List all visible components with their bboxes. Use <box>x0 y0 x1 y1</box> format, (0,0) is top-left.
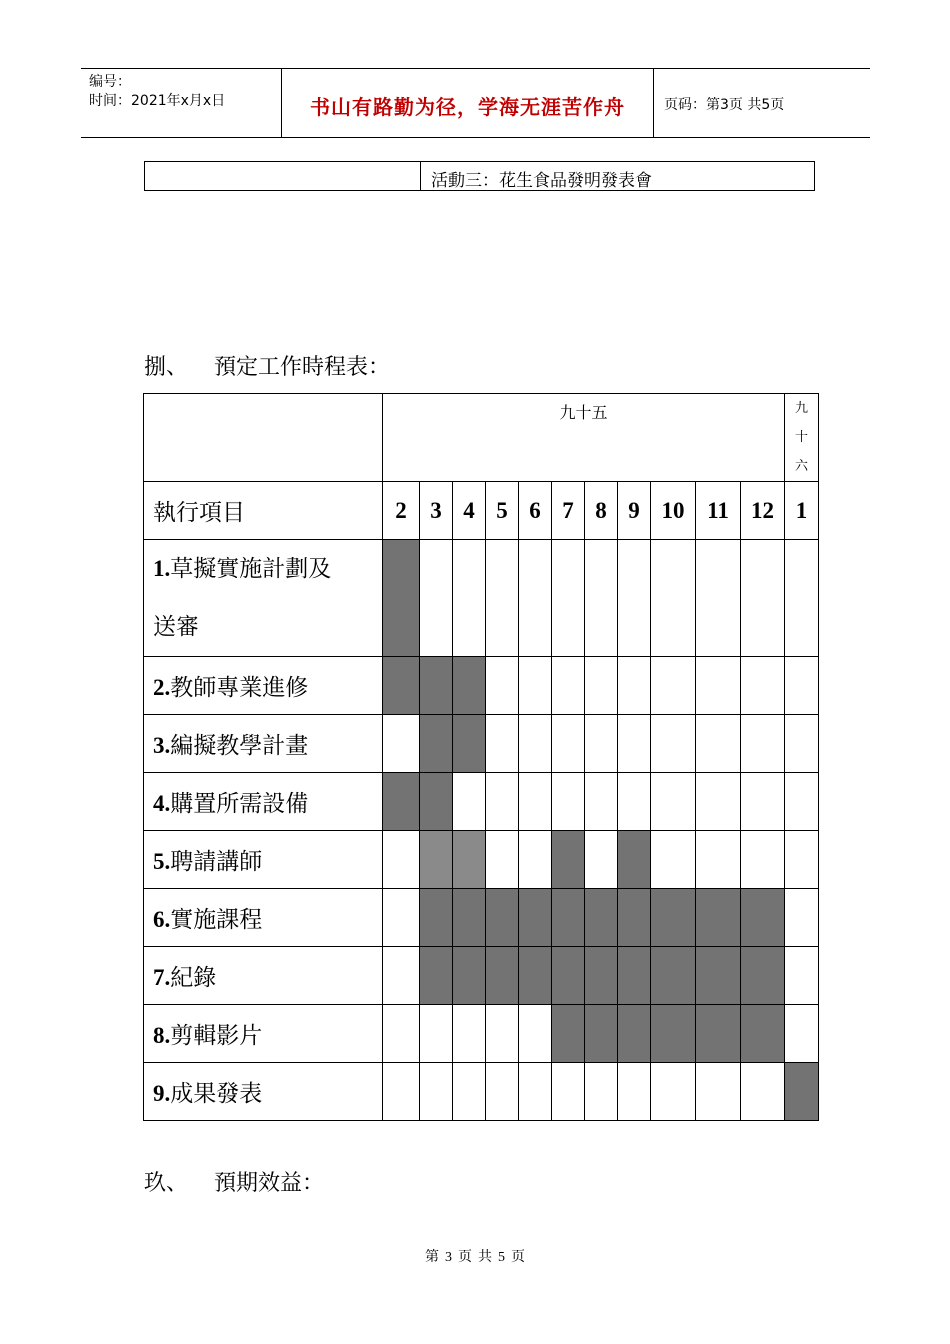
schedule-row <box>144 1005 819 1063</box>
schedule-cell-filled <box>420 773 453 831</box>
schedule-row <box>144 831 819 889</box>
section-number: 捌、 <box>144 355 189 380</box>
task-text: 編擬教學計畫 <box>170 733 309 759</box>
schedule-row <box>144 773 819 831</box>
header-page-info: 页码：第3页 共5页 <box>664 97 785 113</box>
task-text: 成果發表 <box>170 1081 263 1107</box>
serial-label: 编号： <box>89 74 131 90</box>
schedule-cell-filled <box>420 657 453 715</box>
schedule-row <box>144 1063 819 1121</box>
task-number: 1. <box>153 556 171 581</box>
month-header: 10 <box>651 482 696 540</box>
task-text: 紀錄 <box>170 965 217 991</box>
task-number: 2. <box>153 675 171 700</box>
schedule-cell-filled <box>585 889 618 947</box>
schedule-cell <box>651 773 696 831</box>
schedule-cell-filled <box>552 947 585 1005</box>
schedule-cell-filled <box>696 947 741 1005</box>
schedule-row <box>144 657 819 715</box>
schedule-cell <box>453 540 486 657</box>
footer-text: 页 <box>458 1250 472 1265</box>
schedule-cell-filled <box>453 947 486 1005</box>
schedule-cell-filled <box>453 889 486 947</box>
page-header <box>81 68 870 138</box>
task-label <box>144 715 383 773</box>
corner-cell <box>144 394 383 482</box>
schedule-cell-filled <box>618 831 651 889</box>
schedule-cell <box>383 947 420 1005</box>
schedule-cell <box>585 540 618 657</box>
schedule-cell-filled <box>519 889 552 947</box>
task-label <box>144 1005 383 1063</box>
task-label <box>144 657 383 715</box>
schedule-cell-filled <box>486 947 519 1005</box>
schedule-cell <box>420 1063 453 1121</box>
schedule-cell <box>651 1063 696 1121</box>
section-heading-9 <box>144 1166 324 1197</box>
footer-text: 共 <box>478 1250 492 1265</box>
month-header: 2 <box>383 482 420 540</box>
schedule-cell <box>519 1005 552 1063</box>
schedule-cell <box>741 657 785 715</box>
schedule-cell <box>785 1005 819 1063</box>
schedule-cell-filled <box>618 947 651 1005</box>
schedule-cell <box>585 657 618 715</box>
schedule-cell <box>741 540 785 657</box>
schedule-cell <box>420 540 453 657</box>
schedule-cell <box>696 1063 741 1121</box>
task-number: 7. <box>153 965 171 990</box>
month-header-row <box>144 482 819 540</box>
schedule-cell-filled <box>651 889 696 947</box>
schedule-row <box>144 715 819 773</box>
task-text: 剪輯影片 <box>170 1023 263 1049</box>
schedule-cell <box>552 773 585 831</box>
schedule-cell <box>785 540 819 657</box>
footer-text: 第 <box>425 1250 439 1265</box>
schedule-cell <box>585 831 618 889</box>
footer-text: 页 <box>511 1250 525 1265</box>
schedule-cell-filled <box>453 715 486 773</box>
activity-divider <box>420 162 421 190</box>
schedule-cell <box>383 1005 420 1063</box>
task-number: 5. <box>153 849 171 874</box>
schedule-cell <box>696 715 741 773</box>
schedule-cell <box>785 831 819 889</box>
time-label: 时间：2021年x月x日 <box>89 93 226 109</box>
task-number: 3. <box>153 733 171 758</box>
schedule-cell <box>383 889 420 947</box>
header-motto: 书山有路勤为径，学海无涯苦作舟 <box>310 95 625 119</box>
schedule-cell <box>519 540 552 657</box>
schedule-cell <box>383 831 420 889</box>
schedule-cell-filled <box>585 1005 618 1063</box>
task-text: 實施課程 <box>170 907 263 933</box>
schedule-cell <box>552 657 585 715</box>
schedule-cell-filled <box>383 773 420 831</box>
schedule-cell <box>651 540 696 657</box>
schedule-cell <box>383 715 420 773</box>
month-header: 11 <box>696 482 741 540</box>
schedule-cell <box>696 540 741 657</box>
schedule-cell <box>519 1063 552 1121</box>
schedule-cell <box>741 715 785 773</box>
schedule-cell-filled <box>486 889 519 947</box>
schedule-cell-filled <box>552 831 585 889</box>
task-text: 聘請講師 <box>170 849 263 875</box>
schedule-cell <box>486 715 519 773</box>
schedule-cell-filled <box>696 1005 741 1063</box>
page-footer <box>0 1246 950 1266</box>
task-text: 購置所需設備 <box>170 791 309 817</box>
schedule-cell <box>785 889 819 947</box>
schedule-cell-filled <box>741 1005 785 1063</box>
schedule-cell <box>552 1063 585 1121</box>
section-number: 玖、 <box>144 1171 189 1196</box>
section-heading-8 <box>144 350 390 381</box>
task-label <box>144 889 383 947</box>
schedule-cell-filled <box>519 947 552 1005</box>
schedule-cell-filled <box>420 831 453 889</box>
task-number: 8. <box>153 1023 171 1048</box>
schedule-cell <box>486 831 519 889</box>
task-label <box>144 831 383 889</box>
schedule-cell <box>651 831 696 889</box>
item-header: 執行項目 <box>144 482 383 540</box>
schedule-cell-filled <box>453 831 486 889</box>
schedule-cell <box>453 1005 486 1063</box>
schedule-cell <box>453 773 486 831</box>
year-header-row <box>144 394 819 482</box>
schedule-cell <box>618 1063 651 1121</box>
header-meta <box>89 73 225 111</box>
schedule-cell <box>741 773 785 831</box>
schedule-cell-filled <box>453 657 486 715</box>
activity-row <box>144 161 815 191</box>
schedule-cell-filled <box>420 889 453 947</box>
schedule-cell <box>785 657 819 715</box>
schedule-cell <box>552 540 585 657</box>
schedule-cell <box>486 1063 519 1121</box>
schedule-cell <box>651 715 696 773</box>
year-char: 九 <box>795 401 809 416</box>
month-header: 5 <box>486 482 519 540</box>
task-number: 6. <box>153 907 171 932</box>
schedule-cell <box>519 715 552 773</box>
schedule-cell-filled <box>651 1005 696 1063</box>
month-header: 7 <box>552 482 585 540</box>
schedule-cell <box>486 1005 519 1063</box>
schedule-cell <box>696 773 741 831</box>
month-header: 6 <box>519 482 552 540</box>
schedule-row <box>144 540 819 657</box>
task-label <box>144 773 383 831</box>
schedule-cell <box>618 773 651 831</box>
schedule-cell <box>618 715 651 773</box>
task-text: 送審 <box>153 614 199 640</box>
schedule-cell <box>585 1063 618 1121</box>
month-header: 1 <box>785 482 819 540</box>
schedule-cell-filled <box>420 715 453 773</box>
schedule-cell <box>785 715 819 773</box>
task-number: 9. <box>153 1081 171 1106</box>
footer-page-number: 3 <box>445 1250 452 1265</box>
month-header: 8 <box>585 482 618 540</box>
schedule-cell-filled <box>741 889 785 947</box>
schedule-cell <box>651 657 696 715</box>
schedule-cell-filled <box>618 1005 651 1063</box>
activity-text: 活動三：花生食品發明發表會 <box>431 171 652 191</box>
task-text: 教師專業進修 <box>170 675 309 701</box>
schedule-cell <box>741 1063 785 1121</box>
schedule-cell <box>696 657 741 715</box>
schedule-cell <box>486 657 519 715</box>
schedule-cell <box>420 1005 453 1063</box>
schedule-cell <box>618 540 651 657</box>
schedule-cell <box>741 831 785 889</box>
task-label <box>144 947 383 1005</box>
year-char: 十 <box>795 430 809 445</box>
month-header: 9 <box>618 482 651 540</box>
schedule-cell <box>585 773 618 831</box>
year-label-next <box>785 394 819 482</box>
schedule-cell-filled <box>383 657 420 715</box>
month-header: 3 <box>420 482 453 540</box>
schedule-cell-filled <box>696 889 741 947</box>
month-header: 12 <box>741 482 785 540</box>
header-divider <box>653 69 654 137</box>
schedule-cell <box>585 715 618 773</box>
schedule-cell-filled <box>383 540 420 657</box>
schedule-row <box>144 947 819 1005</box>
schedule-cell <box>785 947 819 1005</box>
task-number: 4. <box>153 791 171 816</box>
schedule-table <box>143 393 819 1121</box>
schedule-cell <box>453 1063 486 1121</box>
footer-page-total: 5 <box>498 1250 505 1265</box>
schedule-cell <box>486 540 519 657</box>
schedule-cell <box>696 831 741 889</box>
schedule-cell-filled <box>552 1005 585 1063</box>
section-title: 預期效益： <box>214 1171 325 1196</box>
schedule-cell-filled <box>741 947 785 1005</box>
schedule-cell <box>486 773 519 831</box>
schedule-cell-filled <box>585 947 618 1005</box>
schedule-cell-filled <box>651 947 696 1005</box>
year-char: 六 <box>795 459 809 474</box>
schedule-cell <box>383 1063 420 1121</box>
schedule-row <box>144 889 819 947</box>
schedule-cell <box>519 773 552 831</box>
schedule-cell-filled <box>552 889 585 947</box>
task-label <box>144 1063 383 1121</box>
schedule-cell <box>519 657 552 715</box>
year-label: 九十五 <box>383 394 785 482</box>
task-label <box>144 540 383 657</box>
section-title: 預定工作時程表： <box>214 355 391 380</box>
task-text: 草擬實施計劃及 <box>170 556 332 582</box>
schedule-cell <box>519 831 552 889</box>
schedule-cell-filled <box>785 1063 819 1121</box>
month-header: 4 <box>453 482 486 540</box>
schedule-cell-filled <box>618 889 651 947</box>
schedule-cell <box>785 773 819 831</box>
schedule-cell <box>618 657 651 715</box>
schedule-cell-filled <box>420 947 453 1005</box>
schedule-cell <box>552 715 585 773</box>
